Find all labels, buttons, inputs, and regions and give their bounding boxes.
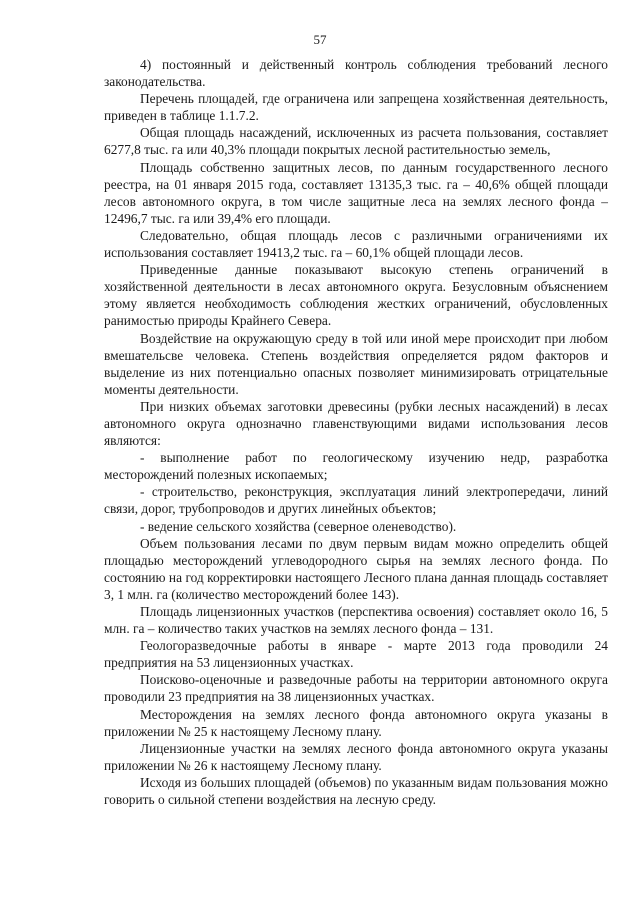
list-item-geology: - выполнение работ по геологическому изучению недр, разработка месторождений полезных ископаемых;	[104, 450, 608, 483]
paragraph-protective-forests: Площадь собственно защитных лесов, по данным государственного лесного реестра, на 01 января 2015 года, составляет 13135,3 тыс. га – 40,6% общей площади лесов автономного округа, в том числе защитные леса на землях лесного фонда – 12496,7 тыс. га или 39,4% его площади.	[104, 159, 608, 226]
paragraph-deposits-area: Объем пользования лесами по двум первым видам можно определить общей площадью месторождений углеводородного сырья на землях лесного фонда. По состоянию на год корректировки настоящего Лесного плана данная площадь составляет 3, 1 млн. га (количество месторождений более 143).	[104, 535, 608, 602]
page-number: 57	[313, 32, 327, 47]
paragraph-main-uses: При низких объемах заготовки древесины (рубки лесных насаждений) в лесах автономного округа однозначно главенствующими видами использования лесов являются:	[104, 398, 608, 449]
list-item-agriculture: - ведение сельского хозяйства (северное оленеводство).	[140, 518, 457, 534]
paragraph-restricted-areas: Перечень площадей, где ограничена или запрещена хозяйственная деятельность, приведен в таблице 1.1.7.2.	[104, 91, 608, 124]
paragraph-total-restricted: Следовательно, общая площадь лесов с различными ограничениями их использования составляет 19413,2 тыс. га – 60,1% общей площади лесов.	[104, 227, 608, 261]
paragraph-exploration-2013: Геологоразведочные работы в январе - марте 2013 года проводили 24 предприятия на 53 лицензионных участках.	[104, 638, 608, 671]
paragraph-prospecting: Поисково-оценочные и разведочные работы на территории автономного округа проводили 23 предприятия на 38 лицензионных участках.	[104, 672, 608, 705]
paragraph-environmental-impact: Воздействие на окружающую среду в той или иной мере происходит при любом вмешательсве человека. Степень воздействия определяется рядом факторов и выделение из них потенциально опасных позволяет минимизировать отрицательные моменты деятельности.	[104, 330, 608, 397]
paragraph-excluded-stands: Общая площадь насаждений, исключенных из расчета пользования, составляет 6277,8 тыс. га или 40,3% площади покрытых лесной растительностью земель,	[104, 125, 608, 158]
list-item-construction: - строительство, реконструкция, эксплуатация линий электропередачи, линий связи, дорог, трубопроводов и других линейных объектов;	[104, 484, 608, 517]
document-body	[104, 56, 608, 808]
paragraph-control: 4) постоянный и действенный контроль соблюдения требований лесного законодательства.	[104, 57, 608, 90]
paragraph-license-areas: Площадь лицензионных участков (перспектива освоения) составляет около 16, 5 млн. га – количество таких участков на землях лесного фонда – 131.	[104, 604, 608, 637]
paragraph-appendix-26: Лицензионные участки на землях лесного фонда автономного округа указаны приложении № 26 к настоящему Лесному плану.	[104, 740, 608, 773]
paragraph-conclusion: Исходя из больших площадей (объемов) по указанным видам пользования можно говорить о сильной степени воздействия на лесную среду.	[104, 774, 608, 808]
paragraph-appendix-25: Месторождения на землях лесного фонда автономного округа указаны в приложении № 25 к настоящему Лесному плану.	[104, 706, 608, 739]
paragraph-restrictions-degree: Приведенные данные показывают высокую степень ограничений в хозяйственной деятельности в лесах автономного округа. Безусловным объяснением этому является необходимость соблюдения жестких ограничений, обусловленных ранимостью природы Крайнего Севера.	[104, 262, 608, 329]
